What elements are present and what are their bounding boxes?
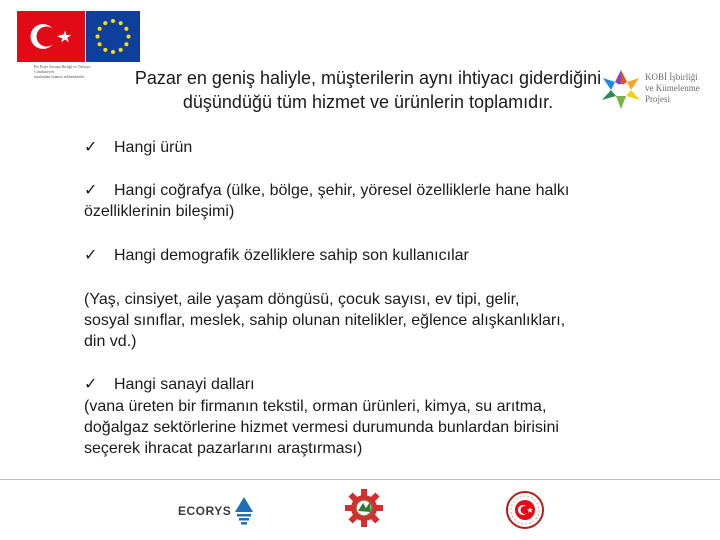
turkey-seal-logo-icon	[505, 490, 545, 530]
kobi-project-name: KOBİ İşbirliği ve Kümelenme Projesi	[645, 72, 700, 104]
bullet-label: Hangi demografik özelliklere sahip son kullanıcılar	[114, 247, 469, 264]
turkey-flag	[17, 11, 85, 62]
detail-line: seçerek ihracat pazarlarını araştırması)	[84, 440, 363, 457]
title-line: düşündüğü tüm hizmet ve ürünlerin toplamıdır.	[182, 92, 554, 112]
eu-flag	[86, 11, 140, 62]
detail-line: sosyal sınıflar, meslek, sahip olunan nitelikler, eğlence alışkanlıkları,	[84, 312, 566, 329]
ministry-gear-logo-icon	[344, 488, 384, 528]
detail-line: din vd.)	[84, 333, 137, 350]
bullet-continuation: özelliklerinin bileşimi)	[84, 203, 235, 220]
bullet-item-industry	[84, 374, 624, 395]
bullet-label: Hangi ürün	[114, 139, 193, 156]
detail-line: doğalgaz sektörlerine hizmet vermesi durumunda bunlardan birisini	[84, 419, 559, 436]
title-line: Pazar en geniş haliyle, müşterilerin aynı ihtiyacı giderdiğini	[134, 68, 602, 88]
detail-line: (Yaş, cinsiyet, aile yaşam döngüsü, çocuk sayısı, ev tipi, gelir,	[84, 291, 520, 308]
funding-caption: Bu Proje Avrupa Birliği ve Türkiye Cumhuriyeti tarafından finanse edilmektedir.	[34, 64, 91, 79]
bullet-item-geography	[84, 180, 624, 222]
bullet-label: Hangi coğrafya (ülke, bölge, şehir, yöresel özelliklerle hane halkı	[114, 182, 570, 199]
ecorys-wordmark: ECORYS	[178, 504, 232, 518]
check-icon: ✓	[84, 139, 98, 156]
demographics-detail	[84, 289, 624, 352]
detail-line: (vana üreten bir firmanın tekstil, orman ürünleri, kimya, su arıtma,	[84, 398, 547, 415]
check-icon: ✓	[84, 376, 98, 393]
bullet-label: Hangi sanayi dalları	[114, 376, 255, 393]
bullet-item-product	[84, 137, 624, 158]
bullet-item-demographics	[84, 245, 624, 266]
footer-divider	[0, 479, 720, 480]
ecorys-triangle-icon	[234, 496, 254, 528]
industry-detail	[84, 396, 624, 459]
check-icon: ✓	[84, 182, 98, 199]
check-icon: ✓	[84, 247, 98, 264]
ecorys-logo	[178, 494, 258, 530]
slide-title	[88, 66, 648, 114]
